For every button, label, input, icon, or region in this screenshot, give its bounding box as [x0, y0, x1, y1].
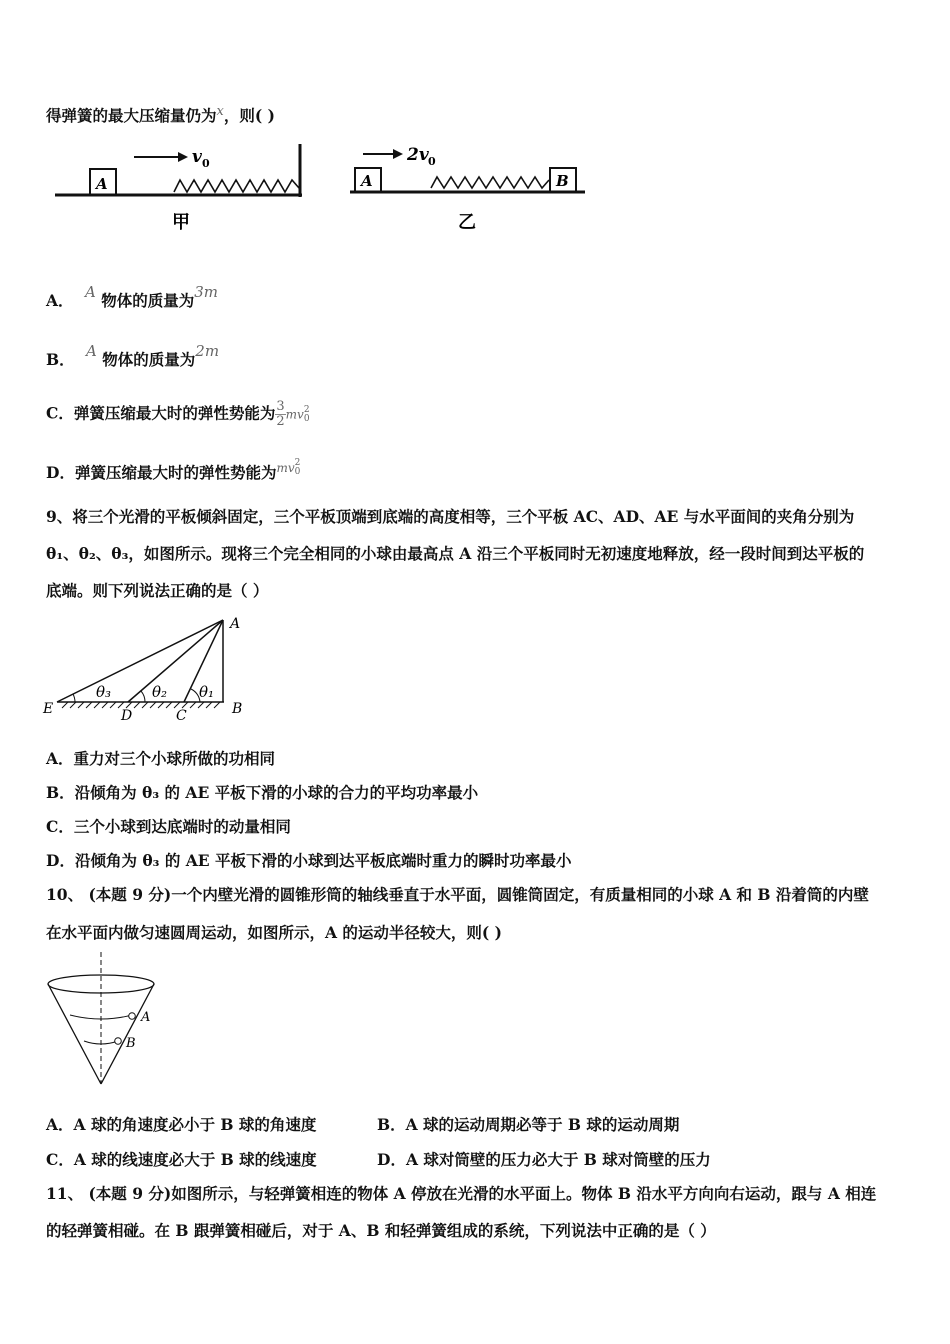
q9-line-3: 底端。则下列说法正确的是（ ）	[46, 581, 269, 600]
q11-line-1: 11、 (本题 9 分)如图所示，与轻弹簧相连的物体 A 停放在光滑的水平面上。物体 B 沿水平方向向右运动，跟与 A 相连	[46, 1184, 877, 1203]
q9-line-2: θ₁、θ₂、θ₃，如图所示。现将三个完全相同的小球由最高点 A 沿三个平板同时无初速度地释放，经一段时间到达平板的	[46, 544, 865, 563]
velocity-sub-yi: 0	[428, 155, 436, 168]
ball-a	[129, 1013, 136, 1020]
block-b-yi-label: B	[556, 172, 569, 190]
label-theta1: θ₁	[199, 683, 215, 701]
q8-option-d: D．弹簧压缩最大时的弹性势能为$^{mv}$ 2 0	[46, 458, 301, 482]
spring-figure-yi	[345, 140, 595, 240]
fraction: $\frac{3}{2}$	[276, 399, 285, 429]
caption-yi: 乙	[458, 212, 476, 233]
q10-option-c: C．A 球的线速度必大于 B 球的线速度	[46, 1150, 317, 1169]
caption-jia: 甲	[172, 212, 190, 233]
ball-b-label: B	[126, 1036, 136, 1051]
intro-var: x	[216, 104, 224, 119]
label-theta2: θ₂	[152, 683, 168, 701]
spring-yi	[431, 177, 549, 188]
label-d: D	[121, 708, 133, 724]
q10-line-2: 在水平面内做匀速圆周运动，如图所示，A 的运动半径较大，则( )	[46, 923, 502, 942]
intro-tail: ，则( )	[223, 106, 275, 125]
velocity-sub-jia: 0	[202, 157, 210, 170]
velocity-label-jia: v	[192, 147, 202, 167]
q8-option-b: B． A 物体的质量为2m	[46, 342, 220, 369]
velocity-label-yi: 2v	[407, 145, 429, 165]
q9-option-c: C．三个小球到达底端时的动量相同	[46, 817, 291, 836]
block-a-yi-label: A	[361, 172, 373, 190]
ball-a-label: A	[141, 1010, 151, 1025]
q10-line-1: 10、 (本题 9 分)一个内壁光滑的圆锥形筒的轴线垂直于水平面，圆锥筒固定，有质量相同的小球 A 和 B 沿着筒的内壁	[46, 885, 869, 904]
label-b: B	[232, 701, 243, 717]
ball-b	[115, 1038, 122, 1045]
label-theta3: θ₃	[96, 683, 112, 701]
label-e: E	[43, 701, 54, 717]
q10-option-d: D．A 球对筒壁的压力必大于 B 球对筒壁的压力	[377, 1150, 711, 1169]
q11-line-2: 的轻弹簧相碰。在 B 跟弹簧相碰后，对于 A、B 和轻弹簧组成的系统，下列说法中正确的是（ ）	[46, 1221, 716, 1240]
spring-jia	[174, 180, 299, 192]
q9-option-d: D．沿倾角为 θ₃ 的 AE 平板下滑的小球到达平板底端时重力的瞬时功率最小	[46, 851, 572, 870]
q10-option-a: A．A 球的角速度必小于 B 球的角速度	[46, 1115, 317, 1134]
q10-option-b: B．A 球的运动周期必等于 B 球的运动周期	[377, 1115, 680, 1134]
q8-option-c: C．弹簧压缩最大时的弹性势能为 $\frac{3}{2}$ mv 2 0	[46, 399, 310, 429]
q8-option-a: A． A 物体的质量为3m	[46, 283, 218, 310]
q9-line-1: 9、将三个光滑的平板倾斜固定，三个平板顶端到底端的高度相等，三个平板 AC、AD、AE 与水平面间的夹角分别为	[46, 507, 855, 526]
block-a-jia-label: A	[96, 175, 108, 193]
cone-figure	[40, 952, 170, 1092]
intro-line	[46, 102, 275, 126]
label-c: C	[176, 708, 187, 724]
q9-option-a: A．重力对三个小球所做的功相同	[46, 749, 276, 768]
intro-text: 得弹簧的最大压缩量仍为	[46, 106, 217, 125]
label-a: A	[230, 616, 241, 632]
q9-option-b: B．沿倾角为 θ₃ 的 AE 平板下滑的小球的合力的平均功率最小	[46, 783, 479, 802]
spring-figure-jia	[50, 140, 320, 240]
incline-figure	[42, 612, 257, 722]
